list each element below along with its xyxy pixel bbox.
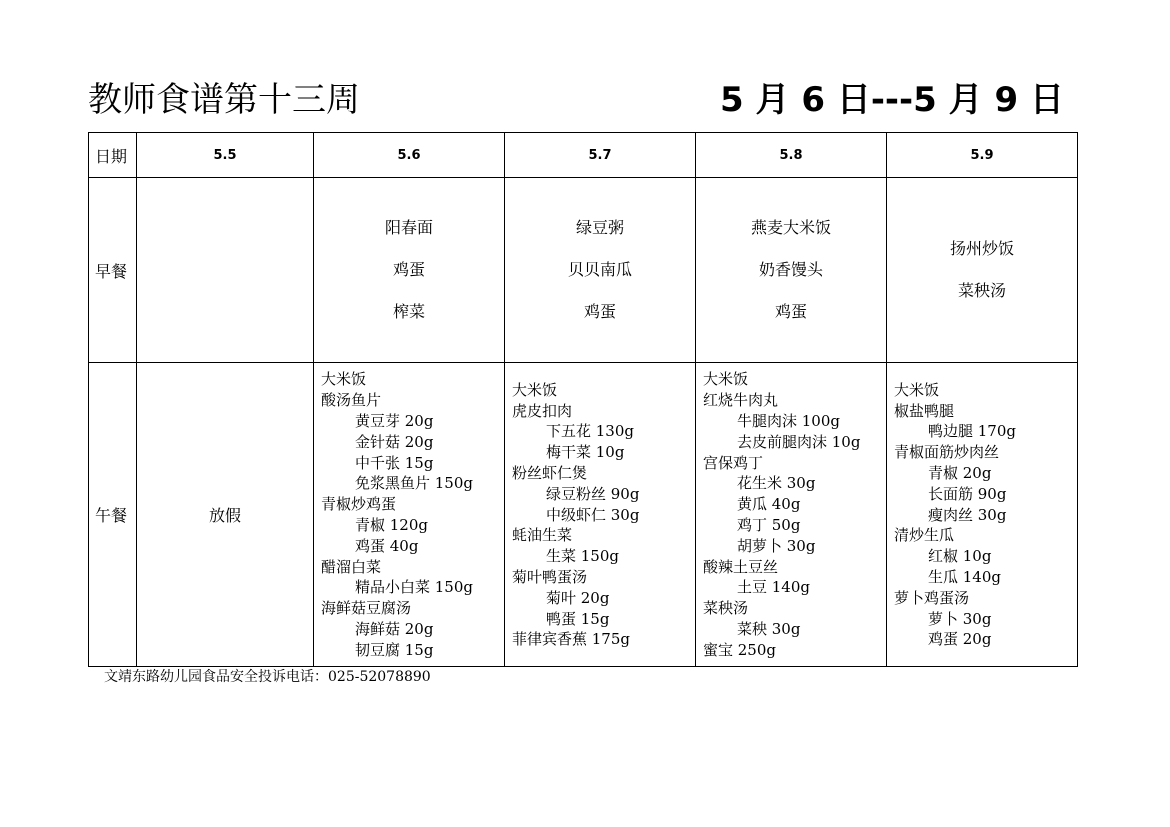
breakfast-item: 榨菜 — [392, 302, 425, 321]
lunch-ingredient: 金针菇 20g — [355, 432, 434, 451]
menu-table — [88, 132, 1078, 667]
lunch-dish: 海鲜菇豆腐汤 — [321, 599, 412, 618]
breakfast-cell — [314, 178, 505, 363]
lunch-dish: 宫保鸡丁 — [703, 453, 764, 472]
lunch-ingredient: 菊叶 20g — [546, 588, 610, 607]
lunch-dish: 酸辣土豆丝 — [703, 557, 779, 576]
lunch-row — [89, 363, 1078, 667]
lunch-ingredient: 胡萝卜 30g — [737, 536, 816, 555]
holiday-cell: 放假 — [137, 363, 314, 667]
lunch-ingredient: 免浆黑鱼片 150g — [355, 474, 474, 493]
date-cell-5-8: 5.8 — [696, 133, 887, 178]
breakfast-item: 鸡蛋 — [392, 260, 425, 279]
lunch-dish: 清炒生瓜 — [894, 526, 955, 545]
lunch-dish: 大米饭 — [512, 380, 558, 399]
lunch-ingredient: 绿豆粉丝 90g — [546, 484, 640, 503]
lunch-ingredient: 鸡丁 50g — [737, 516, 801, 534]
lunch-ingredient: 鸭边腿 170g — [928, 422, 1017, 441]
breakfast-item: 贝贝南瓜 — [567, 260, 632, 279]
lunch-dish: 菲律宾香蕉 175g — [512, 630, 631, 649]
lunch-dish: 椒盐鸭腿 — [894, 401, 955, 420]
breakfast-cell — [137, 178, 314, 363]
breakfast-cell — [696, 178, 887, 363]
breakfast-item: 鸡蛋 — [774, 302, 807, 321]
lunch-dish: 粉丝虾仁煲 — [512, 464, 588, 482]
breakfast-row-label: 早餐 — [89, 178, 137, 363]
lunch-cell — [696, 363, 887, 667]
date-cell-5-7: 5.7 — [505, 133, 696, 178]
lunch-ingredient: 鸡蛋 20g — [928, 630, 992, 649]
lunch-ingredient: 牛腿肉沫 100g — [737, 412, 841, 431]
lunch-ingredient: 花生米 30g — [737, 474, 816, 493]
lunch-ingredient: 韧豆腐 15g — [355, 640, 434, 659]
lunch-ingredient: 下五花 130g — [546, 422, 635, 441]
date-cell-5-6: 5.6 — [314, 133, 505, 178]
breakfast-item: 鸡蛋 — [583, 302, 616, 321]
breakfast-item: 奶香馒头 — [758, 260, 823, 279]
lunch-dish: 红烧牛肉丸 — [703, 391, 779, 410]
lunch-ingredient: 青椒 120g — [355, 516, 429, 534]
complaint-hotline: 文靖东路幼儿园食品安全投诉电话：025-52078890 — [104, 669, 431, 685]
page-title: 教师食谱第十三周 — [88, 80, 360, 120]
week-date-range: 5 月 6 日---5 月 9 日 — [720, 80, 1064, 120]
lunch-ingredient: 瘦肉丝 30g — [928, 505, 1007, 524]
breakfast-item: 燕麦大米饭 — [750, 218, 831, 237]
lunch-dish: 青椒炒鸡蛋 — [321, 495, 397, 514]
breakfast-item: 菜秧汤 — [957, 281, 1006, 300]
lunch-ingredient: 萝卜 30g — [928, 609, 992, 628]
lunch-dish: 蚝油生菜 — [512, 526, 573, 545]
breakfast-row — [89, 178, 1078, 363]
lunch-ingredient: 去皮前腿肉沫 10g — [737, 432, 861, 451]
lunch-ingredient: 鸭蛋 15g — [546, 609, 610, 628]
lunch-dish: 青椒面筋炒肉丝 — [894, 443, 1000, 462]
lunch-ingredient: 红椒 10g — [928, 547, 992, 566]
lunch-ingredient: 鸡蛋 40g — [355, 536, 419, 555]
lunch-dish: 醋溜白菜 — [321, 557, 382, 576]
lunch-ingredient: 生瓜 140g — [928, 567, 1002, 586]
lunch-dish: 酸汤鱼片 — [321, 391, 382, 410]
lunch-ingredient: 长面筋 90g — [928, 484, 1007, 503]
lunch-ingredient: 菜秧 30g — [737, 619, 801, 638]
lunch-cell — [314, 363, 505, 667]
date-cell-5-9: 5.9 — [887, 133, 1078, 178]
breakfast-cell — [505, 178, 696, 363]
lunch-ingredient: 中千张 15g — [355, 453, 434, 472]
lunch-dish: 虎皮扣肉 — [512, 401, 573, 420]
breakfast-item: 阳春面 — [384, 218, 433, 237]
lunch-dish: 菊叶鸭蛋汤 — [512, 567, 588, 586]
lunch-row-label: 午餐 — [89, 363, 137, 667]
breakfast-item: 扬州炒饭 — [949, 239, 1014, 258]
date-row-label: 日期 — [89, 133, 137, 178]
lunch-cell — [505, 363, 696, 667]
lunch-dish: 菜秧汤 — [703, 599, 749, 618]
breakfast-item: 绿豆粥 — [575, 218, 624, 237]
lunch-ingredient: 海鲜菇 20g — [355, 619, 434, 638]
lunch-ingredient: 土豆 140g — [737, 578, 811, 597]
lunch-ingredient: 精品小白菜 150g — [355, 578, 474, 597]
lunch-ingredient: 中级虾仁 30g — [546, 505, 640, 524]
lunch-dish: 大米饭 — [894, 380, 940, 399]
lunch-ingredient: 黄豆芽 20g — [355, 412, 434, 431]
date-cell-5-5: 5.5 — [137, 133, 314, 178]
lunch-dish: 大米饭 — [703, 370, 749, 389]
lunch-ingredient: 生菜 150g — [546, 547, 620, 566]
lunch-dish: 萝卜鸡蛋汤 — [894, 588, 970, 607]
lunch-ingredient: 黄瓜 40g — [737, 495, 801, 514]
date-row — [89, 133, 1078, 178]
lunch-ingredient: 梅干菜 10g — [546, 443, 625, 462]
lunch-cell — [887, 363, 1078, 667]
breakfast-cell — [887, 178, 1078, 363]
lunch-dish: 大米饭 — [321, 370, 367, 389]
lunch-ingredient: 青椒 20g — [928, 464, 992, 482]
lunch-dish: 蜜宝 250g — [703, 640, 777, 659]
